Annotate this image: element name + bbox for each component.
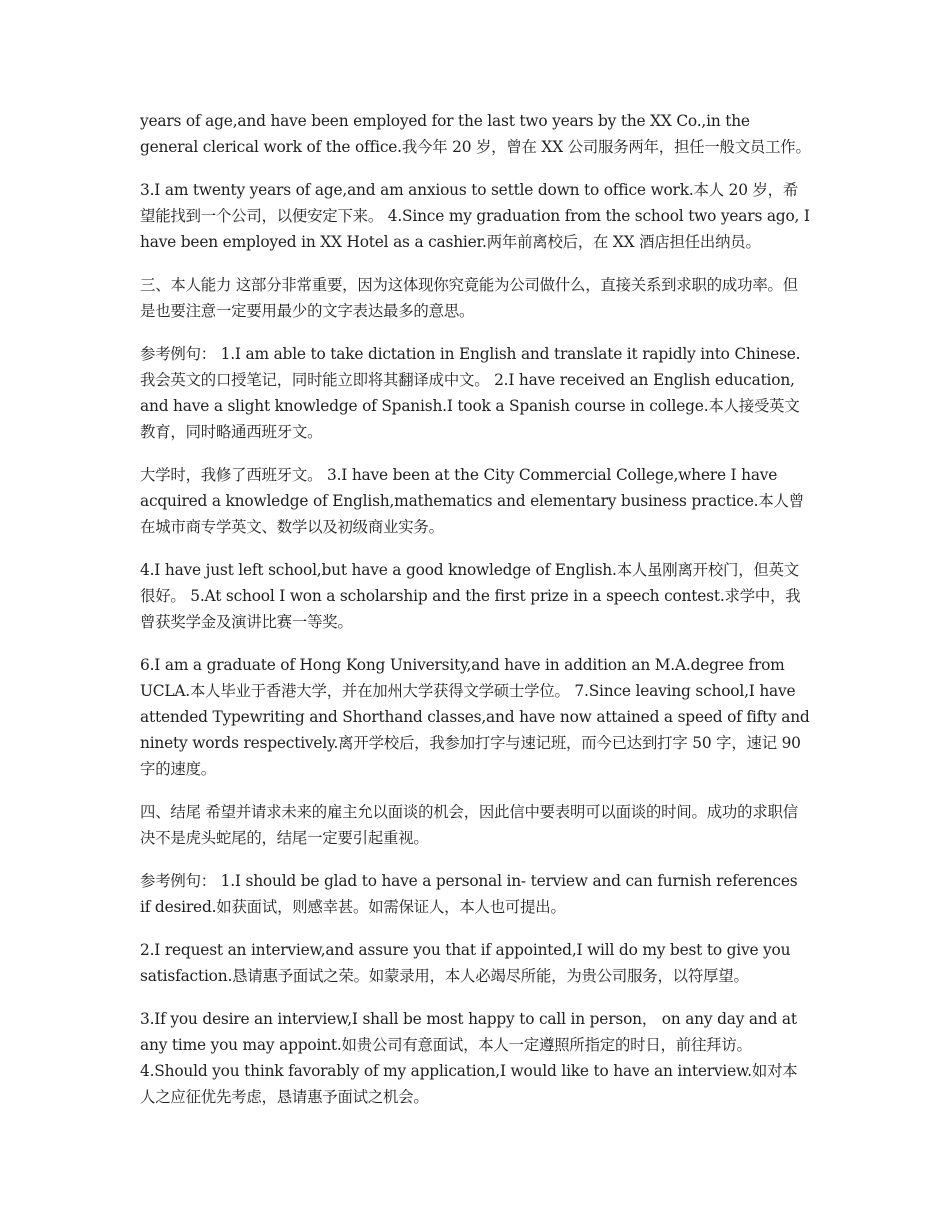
paragraph-section-closing: 四、结尾 希望并请求未来的雇主允以面谈的机会，因此信中要表明可以面谈的时间。成功的求职信决不是虎头蛇尾的，结尾一定要引起重视。 — [140, 803, 798, 847]
paragraph-abilities-examples-4: 6.I am a graduate of Hong Kong University,and have in addition an M.A.degree from UCLA.本人毕业于香港大学，并在加州大学获得文学硕士学位。 7.Since leaving school,I have attended Typewriting and Shorthand classes,and have now attained a speed of fifty and ninety words respectively.离开学校后，我参加打字与速记班，而今已达到打字 50 字，速记 90 字的速度。 — [140, 656, 810, 778]
paragraph-employment-intro: years of age,and have been employed for the last two years by the XX Co.,in the general clerical work of the office.我今年 20 岁，曾在 XX 公司服务两年，担任一般文员工作。 — [140, 112, 811, 156]
paragraph-closing-examples-1: 参考例句： 1.I should be glad to have a personal in- terview and can furnish references if desired.如获面试，则感幸甚。如需保证人，本人也可提出。 — [140, 872, 798, 916]
paragraph-abilities-examples-1: 参考例句： 1.I am able to take dictation in English and translate it rapidly into Chinese.我会英文的口授笔记，同时能立即将其翻译成中文。 2.I have received an English education, and have a slight knowledge of Spanish.I took a Spanish course in college.本人接受英文教育，同时略通西班牙文。 — [140, 345, 801, 441]
document-page — [140, 108, 812, 1127]
paragraph-closing-examples-2: 2.I request an interview,and assure you that if appointed,I will do my best to give you satisfaction.恳请惠予面试之荣。如蒙录用，本人必竭尽所能，为贵公司服务，以符厚望。 — [140, 941, 791, 985]
paragraph-closing-examples-3: 3.If you desire an interview,I shall be most happy to call in person， on any day and at any time you may appoint.如贵公司有意面试，本人一定遵照所指定的时日，前往拜访。 4.Should you think favorably of my application,I would like to have an interview.如对本人之应征优先考虑，恳请惠予面试之机会。 — [140, 1010, 798, 1106]
paragraph-employment-examples: 3.I am twenty years of age,and am anxious to settle down to office work.本人 20 岁，希望能找到一个公司，以便安定下来。 4.Since my graduation from the school two years ago, I have been employed in XX Hotel as a cashier.两年前离校后，在 XX 酒店担任出纳员。 — [140, 181, 810, 251]
paragraph-section-abilities: 三、本人能力 这部分非常重要，因为这体现你究竟能为公司做什么，直接关系到求职的成功率。但是也要注意一定要用最少的文字表达最多的意思。 — [140, 276, 798, 320]
paragraph-abilities-examples-2: 大学时，我修了西班牙文。 3.I have been at the City Commercial College,where I have acquired a knowledge of English,mathematics and elementary business practice.本人曾在城市商专学英文、数学以及初级商业实务。 — [140, 466, 804, 536]
paragraph-abilities-examples-3: 4.I have just left school,but have a good knowledge of English.本人虽刚离开校门，但英文很好。 5.At school I won a scholarship and the first prize in a speech contest.求学中，我曾获奖学金及演讲比赛一等奖。 — [140, 561, 801, 631]
